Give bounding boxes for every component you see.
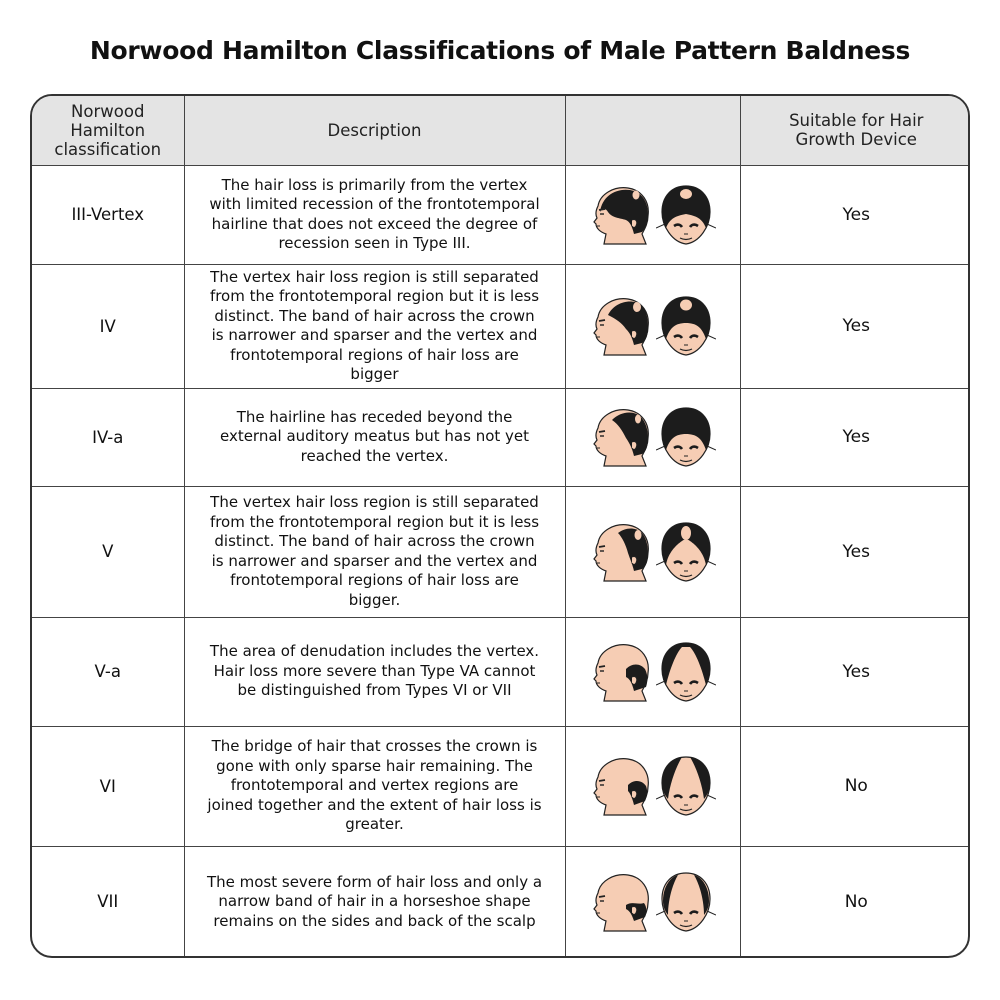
classification-cell: V-a	[32, 617, 184, 726]
head-illustration-icon	[566, 519, 740, 585]
side-profile-head-icon	[590, 519, 652, 585]
top-view-head-icon	[656, 639, 716, 705]
header-classification	[32, 96, 184, 165]
top-view-head-icon	[656, 293, 716, 359]
top-view-head-icon	[656, 753, 716, 819]
header-suitable	[740, 96, 970, 165]
description-cell: The most severe form of hair loss and only a narrow band of hair in a horseshoe shape remains on the sides and back of the scalp	[184, 846, 565, 957]
side-profile-head-icon	[590, 404, 652, 470]
classification-cell: VII	[32, 846, 184, 957]
table-row	[32, 726, 970, 846]
description-cell: The hair loss is primarily from the vertex with limited recession of the frontotemporal hairline that does not exceed the degree of recession seen in Type III.	[184, 165, 565, 264]
head-illustration-icon	[566, 869, 740, 935]
head-illustration-icon	[566, 639, 740, 705]
side-profile-head-icon	[590, 639, 652, 705]
table-row	[32, 264, 970, 388]
classification-cell: IV	[32, 264, 184, 388]
suitable-cell: Yes	[740, 388, 970, 486]
illustration-cell	[565, 617, 740, 726]
suitable-cell: No	[740, 726, 970, 846]
classification-cell: III-Vertex	[32, 165, 184, 264]
illustration-cell	[565, 264, 740, 388]
top-view-head-icon	[656, 404, 716, 470]
head-illustration-icon	[566, 753, 740, 819]
illustration-cell	[565, 486, 740, 617]
top-view-head-icon	[656, 519, 716, 585]
header-suitable-label: Suitable for Hair Growth Device	[789, 111, 924, 150]
illustration-cell	[565, 726, 740, 846]
illustration-cell	[565, 846, 740, 957]
suitable-cell: No	[740, 846, 970, 957]
classification-cell: V	[32, 486, 184, 617]
head-illustration-icon	[566, 293, 740, 359]
header-classification-label: Norwood Hamilton classification	[54, 101, 162, 159]
side-profile-head-icon	[590, 293, 652, 359]
table-header-row	[32, 96, 970, 165]
suitable-cell: Yes	[740, 617, 970, 726]
description-cell: The bridge of hair that crosses the crown is gone with only sparse hair remaining. The frontotemporal and vertex regions are joined together and the extent of hair loss is greater.	[184, 726, 565, 846]
side-profile-head-icon	[590, 182, 652, 248]
top-view-head-icon	[656, 182, 716, 248]
illustration-cell	[565, 165, 740, 264]
table-row	[32, 617, 970, 726]
illustration-cell	[565, 388, 740, 486]
description-cell: The vertex hair loss region is still separated from the frontotemporal region but it is less distinct. The band of hair across the crown is narrower and sparser and the vertex and frontotemporal regions of hair loss are bigger	[184, 264, 565, 388]
suitable-cell: Yes	[740, 165, 970, 264]
suitable-cell: Yes	[740, 486, 970, 617]
header-illustration	[565, 96, 740, 165]
suitable-cell: Yes	[740, 264, 970, 388]
table-row	[32, 388, 970, 486]
description-cell: The vertex hair loss region is still separated from the frontotemporal region but it is less distinct. The band of hair across the crown is narrower and sparser and the vertex and frontotemporal regions of hair loss are bigger.	[184, 486, 565, 617]
classification-table	[30, 94, 970, 958]
table-row	[32, 165, 970, 264]
description-cell: The hairline has receded beyond the external auditory meatus but has not yet reached the vertex.	[184, 388, 565, 486]
side-profile-head-icon	[590, 753, 652, 819]
head-illustration-icon	[566, 404, 740, 470]
table-row	[32, 846, 970, 957]
page-title: Norwood Hamilton Classifications of Male Pattern Baldness	[89, 36, 911, 65]
description-cell: The area of denudation includes the vertex. Hair loss more severe than Type VA cannot be distinguished from Types VI or VII	[184, 617, 565, 726]
top-view-head-icon	[656, 869, 716, 935]
classification-cell: IV-a	[32, 388, 184, 486]
header-description: Description	[184, 96, 565, 165]
table-row	[32, 486, 970, 617]
head-illustration-icon	[566, 182, 740, 248]
side-profile-head-icon	[590, 869, 652, 935]
classification-cell: VI	[32, 726, 184, 846]
